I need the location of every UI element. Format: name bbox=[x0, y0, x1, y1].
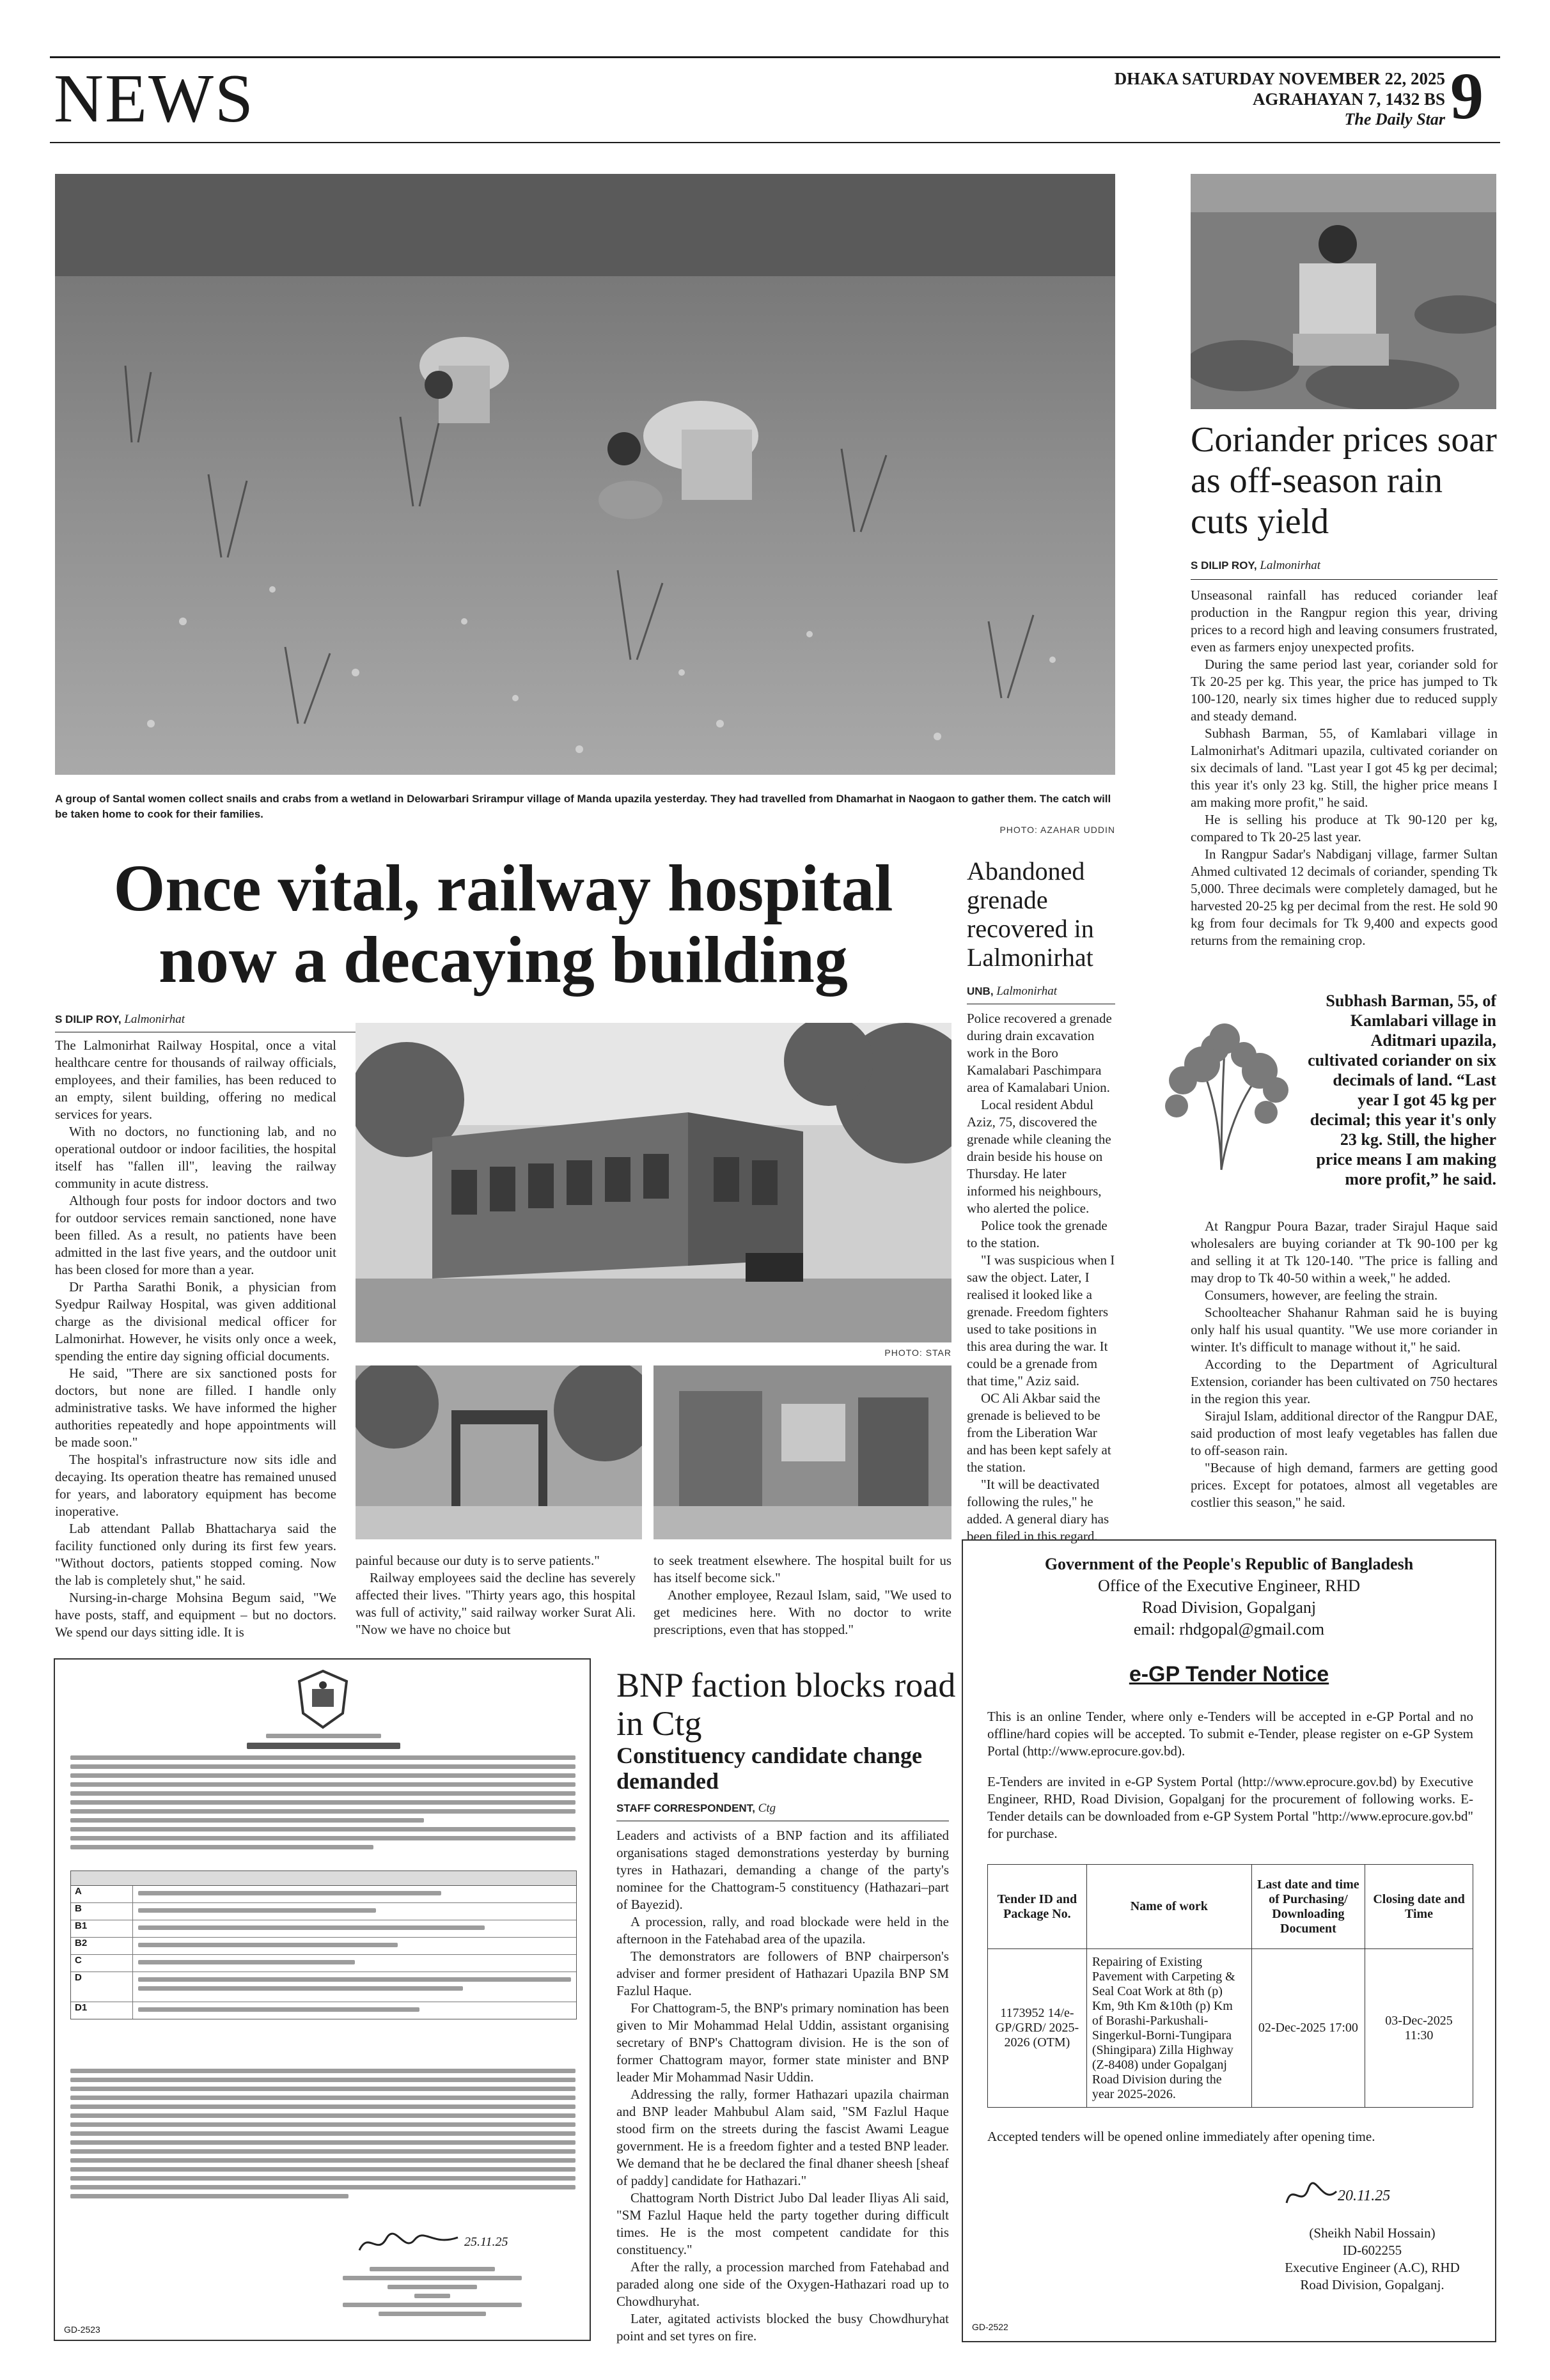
tender-header-last-date: Last date and time of Purchasing/ Downloading Document bbox=[1251, 1865, 1365, 1949]
bnp-paragraph: Chattogram North District Jubo Dal leader Iliyas Ali said, "SM Fazlul Haque held the party together during difficult times. He is the most competent candidate for this constituency." bbox=[616, 2190, 949, 2257]
tender-header-closing: Closing date and Time bbox=[1365, 1865, 1473, 1949]
tender-cell-last-date: 02-Dec-2025 17:00 bbox=[1251, 1949, 1365, 2108]
coriander-paragraph: Unseasonal rainfall has reduced coriander leaf production in the Rangpur region this year, driving prices to a record high and leaving consumers frustrated, even as farmers enjoy unexpected profits. bbox=[1191, 587, 1498, 655]
tender-header-work: Name of work bbox=[1086, 1865, 1251, 1949]
ad-table-unit: B1 bbox=[71, 1920, 133, 1937]
wetland-photo-illustration bbox=[55, 174, 1115, 775]
tender-signatory bbox=[1270, 2225, 1475, 2294]
coriander-paragraph: Sirajul Islam, additional director of the Rangpur DAE, said production of most leafy vegetables has fallen due to off-season rain. bbox=[1191, 1408, 1498, 1458]
bnp-paragraph: The demonstrators are followers of BNP chairperson's adviser and former president of Hathazari Upazila BNP SM Fazlul Haque. bbox=[616, 1948, 949, 1998]
bnp-byline-place: Ctg bbox=[758, 1801, 776, 1815]
railway-byline bbox=[55, 1013, 185, 1027]
ward-illustration bbox=[654, 1365, 951, 1539]
railway-ward-photo bbox=[654, 1365, 951, 1539]
coriander-leaf-icon bbox=[1138, 1010, 1304, 1176]
ad-footer-text-lines bbox=[70, 2069, 575, 2203]
university-logo-icon bbox=[295, 1668, 350, 1730]
paper-name: The Daily Star bbox=[1344, 110, 1445, 128]
railway-headline: Once vital, railway hospital now a decaying building bbox=[113, 852, 893, 997]
bnp-subhead: Constituency candidate change demanded bbox=[616, 1743, 923, 1794]
railway-paragraph: With no doctors, no functioning lab, and no operational outdoor or indoor facilities, the hospital itself has "fallen ill", leaving the railway community in acute distress. bbox=[55, 1124, 336, 1191]
tender-cell-closing: 03-Dec-2025 11:30 bbox=[1365, 1949, 1473, 2108]
tender-cell-id: 1173952 14/e-GP/GRD/ 2025-2026 (OTM) bbox=[988, 1949, 1087, 2108]
ad-table-unit: D bbox=[71, 1972, 133, 2002]
tender-header-id: Tender ID and Package No. bbox=[988, 1865, 1087, 1949]
railway-byline-place: Lalmonirhat bbox=[124, 1013, 185, 1026]
railway-gate-photo bbox=[356, 1365, 642, 1539]
railway-paragraph: The hospital's infrastructure now sits idle and decaying. Its operation theatre has remained unused for years, and laboratory equipment has become inoperative. bbox=[55, 1452, 336, 1519]
section-title: NEWS bbox=[54, 61, 254, 137]
lead-photo-caption: A group of Santal women collect snails and crabs from a wetland in Delowarbari Srirampur village of Manda upazila yesterday. They had travelled from Dhamarhat in Naogaon to gather them. The catch will be taken home to cook for their families. bbox=[55, 793, 1111, 820]
top-rule bbox=[50, 56, 1500, 58]
bnp-paragraph: Leaders and activists of a BNP faction and its affiliated organisations staged demonstrations yesterday by burning tyres in Hathazari, demanding a change of the party's nominee for the Chattogram-5 constituency (Hathazari–part of Bayezid). bbox=[616, 1828, 949, 1912]
railway-paragraph: The Lalmonirhat Railway Hospital, once a vital healthcare centre for thousands of railway officials, employees, and their families, has been reduced to an empty, silent building, offering no medical services for years. bbox=[55, 1038, 336, 1122]
bnp-paragraph: Later, agitated activists blocked the busy Chowdhuryhat point and set tyres on fire. bbox=[616, 2311, 949, 2344]
coriander-byline-name: S DILIP ROY, bbox=[1191, 559, 1257, 572]
ad-table-unit: D1 bbox=[71, 2002, 133, 2019]
coriander-farmer-photo bbox=[1191, 174, 1496, 409]
lead-photo bbox=[55, 174, 1115, 775]
coriander-paragraph: Subhash Barman, 55, of Kamlabari village in Lalmonirhat's Aditmari upazila, cultivated coriander on six decimals of land. "Last year I got 45 kg per decimal; this year it's only 23 kg. Still, the higher price means I am making more profit," he said. bbox=[1191, 726, 1498, 810]
grenade-paragraph: "It will be deactivated following the rules," he added. A general diary has been filed in this regard. bbox=[967, 1477, 1109, 1544]
bangla-date: AGRAHAYAN 7, 1432 BS bbox=[1252, 89, 1445, 109]
tender-para-1: This is an online Tender, where only e-Tenders will be accepted in e-GP Portal and no offline/hard copies will be accepted. To submit e-Tender, please register on e-GP System Portal (http://www.eprocure.gov.bd). bbox=[987, 1709, 1473, 1759]
date-line: DHAKA SATURDAY NOVEMBER 22, 2025 bbox=[1114, 69, 1445, 88]
ad-table-unit: B2 bbox=[71, 1938, 133, 1954]
grenade-paragraph: Police recovered a grenade during drain excavation work in the Boro Kamalabari Paschimpara area of Kamalabari Union. bbox=[967, 1011, 1112, 1095]
tender-cell-work: Repairing of Existing Pavement with Carpeting & Seal Coat Work at 8th (p) Km, 9th Km &10th (p) Km of Borashi-Parkushali-Singerkul-Borni-Tungipara (Shingipara) Zilla Highway (Z-8408) under Gopalganj Road Division during the year 2025-2026. bbox=[1086, 1949, 1251, 2108]
coriander-rule bbox=[1191, 579, 1498, 580]
coriander-paragraph: Consumers, however, are feeling the strain. bbox=[1205, 1287, 1438, 1303]
coriander-paragraph: According to the Department of Agricultural Extension, coriander has been cultivated on 750 hectares in the region this year. bbox=[1191, 1357, 1498, 1406]
railway-col-2 bbox=[356, 1552, 636, 1638]
grenade-byline-name: UNB, bbox=[967, 985, 994, 997]
bnp-body bbox=[616, 1827, 949, 2345]
grenade-byline-place: Lalmonirhat bbox=[996, 984, 1057, 998]
bnp-paragraph: After the rally, a procession marched from Fatehabad and paraded along one side of the Oxygen-Hathazari road up to Chowdhuryhat. bbox=[616, 2259, 949, 2309]
tender-table bbox=[987, 1864, 1473, 2108]
railway-paragraph: Railway employees said the decline has severely affected their lives. "Thirty years ago, this hospital was full of activity," said railway worker Surat Ali. "Now we have no choice but bbox=[356, 1570, 636, 1637]
tender-org-line-1: Government of the People's Republic of Bangladesh bbox=[1044, 1555, 1414, 1573]
farmer-photo-illustration bbox=[1191, 174, 1496, 409]
bnp-paragraph: For Chattogram-5, the BNP's primary nomination has been given to Mir Mohammad Helal Uddin, assistant organising secretary of BNP's Chattogram division. He is the son of former Chattogram mayor, former state minister and BNP leader Mir Mohammad Nasir Uddin. bbox=[616, 2000, 949, 2085]
coriander-byline bbox=[1191, 559, 1320, 573]
tender-title-wrap bbox=[963, 1662, 1495, 1687]
bnp-byline bbox=[616, 1801, 776, 1816]
railway-paragraph: Although four posts for indoor doctors and two for outdoor services remain sanctioned, none have been filled. As a result, no patients have been admitted in the last five years, and the outdoor unit has been closed for more than a year. bbox=[55, 1193, 336, 1277]
page-number: 9 bbox=[1450, 59, 1483, 133]
tender-notice bbox=[962, 1539, 1496, 2342]
tender-signer-id: ID-602255 bbox=[1342, 2243, 1402, 2258]
tender-code: GD-2522 bbox=[972, 2322, 1008, 2332]
railway-photo-credit: PHOTO: STAR bbox=[884, 1348, 951, 1358]
ad-table-unit: B bbox=[71, 1903, 133, 1920]
bnp-paragraph: Addressing the rally, former Hathazari upazila chairman and BNP leader Mahbubul Alam said, "SM Fazlul Haque stood firm on the streets during the fascist Awami League government. He is a freedom fighter and a tested BNP leader. We demand that he be declared the final dhaner sheesh [sheaf of paddy] candidate for Hathazari." bbox=[616, 2087, 949, 2188]
lead-photo-credit: PHOTO: AZAHAR UDDIN bbox=[999, 825, 1115, 835]
tender-org-line-2: Office of the Executive Engineer, RHD bbox=[1098, 1576, 1360, 1595]
ad-signature-date: 25.11.25 bbox=[464, 2235, 508, 2249]
grenade-body bbox=[967, 1010, 1115, 1545]
tender-title: e-GP Tender Notice bbox=[1129, 1662, 1329, 1686]
grenade-byline bbox=[967, 984, 1057, 999]
tender-footer: Accepted tenders will be opened online immediately after opening time. bbox=[987, 2129, 1375, 2144]
coriander-pull-quote: Subhash Barman, 55, of Kamlabari village in Aditmari upazila, cultivated coriander on six decimals of land. “Last year I got 45 kg per decimal; this year it's only 23 kg. Still, the higher price means I am making more profit,” he said. bbox=[1308, 992, 1496, 1188]
railway-paragraph: Another employee, Rezaul Islam, said, "We used to get medicines here. With no doctor to write prescriptions, even that has stopped." bbox=[654, 1587, 951, 1637]
coriander-paragraph: "Because of high demand, farmers are getting good prices. Except for potatoes, almost all vegetables are costlier this season," he said. bbox=[1191, 1460, 1498, 1510]
ad-header-lines bbox=[247, 1734, 400, 1754]
coriander-paragraph: At Rangpur Poura Bazar, trader Sirajul Haque said wholesalers are buying coriander at Tk 90-100 per kg and selling it at Tk 120-140. "The price is falling and may drop to Tk 40-50 within a week," he added. bbox=[1191, 1218, 1498, 1286]
grenade-paragraph: Local resident Abdul Aziz, 75, discovered the grenade while cleaning the drain beside his house on Thursday. He later informed his neighbours, who alerted the police. bbox=[967, 1097, 1111, 1216]
coriander-paragraph: Schoolteacher Shahanur Rahman said he is buying only half his usual quantity. "We use more coriander in winter. It's difficult to manage without it," he said. bbox=[1191, 1305, 1498, 1355]
masthead-rule bbox=[50, 142, 1500, 143]
university-admission-ad bbox=[54, 1658, 591, 2341]
coriander-headline: Coriander prices soar as off-season rain cuts yield bbox=[1191, 420, 1497, 541]
tender-para-2: E-Tenders are invited in e-GP System Portal (http://www.eprocure.gov.bd) by Executive Engineer, RHD, Road Division, Gopalganj for the procurement of following works. E-Tender details can be downloaded from e-GP System Portal "http://www.eprocure.gov.bd" for purchase. bbox=[987, 1774, 1473, 1841]
tender-signer-title: Executive Engineer (A.C), RHD bbox=[1285, 2260, 1460, 2275]
grenade-paragraph: Police took the grenade to the station. bbox=[967, 1218, 1108, 1250]
railway-paragraph: He said, "There are six sanctioned posts for doctors, but none are filled. I handle only administrative tasks. We have informed the higher authorities repeatedly and hope appointments will be made soon." bbox=[55, 1365, 336, 1450]
coriander-paragraph: In Rangpur Sadar's Nabdiganj village, farmer Sultan Ahmed cultivated 12 decimals of coriander, spending Tk 5,000. Three decimals were completely damaged, but he harvested 20-25 kg per decimal from the rest. He sold 90 kg from four decimals for Tk 9,400 and expects good returns from the remaining crop. bbox=[1191, 846, 1498, 948]
tender-signature-icon bbox=[1283, 2180, 1340, 2212]
ad-signature-icon bbox=[356, 2227, 464, 2259]
hospital-building-illustration bbox=[356, 1023, 951, 1342]
grenade-paragraph: OC Ali Akbar said the grenade is believed to be from the Liberation War and has been kept safely at the station. bbox=[967, 1390, 1111, 1475]
ad-body-text-lines bbox=[70, 1755, 575, 1854]
railway-paragraph: Nursing-in-charge Mohsina Begum said, "We have posts, staff, and equipment – but no doctors. We spend our days sitting idle. It is bbox=[55, 1590, 336, 1640]
railway-hospital-photo bbox=[356, 1023, 951, 1342]
railway-paragraph: painful because our duty is to serve patients." bbox=[356, 1553, 600, 1568]
railway-col-3 bbox=[654, 1552, 951, 1638]
coriander-byline-place: Lalmonirhat bbox=[1260, 559, 1321, 572]
ad-signatory-lines bbox=[343, 2267, 522, 2321]
railway-paragraph: Dr Partha Sarathi Bonik, a physician from Syedpur Railway Hospital, was given additional charge as the divisional medical officer for Lalmonirhat. However, he visits only once a week, spending the entire day signing official documents. bbox=[55, 1279, 336, 1364]
bnp-paragraph: A procession, rally, and road blockade were held in the afternoon in the Fatehabad area of the upazila. bbox=[616, 1914, 949, 1947]
bnp-headline: BNP faction blocks road in Ctg bbox=[616, 1666, 956, 1743]
railway-paragraph: Lab attendant Pallab Bhattacharya said the facility functioned only during its first few years. "Without doctors, patients stopped coming. Now the lab is completely shut," he said. bbox=[55, 1521, 336, 1588]
gate-illustration bbox=[356, 1365, 642, 1539]
coriander-paragraph: He is selling his produce at Tk 90-120 per kg, compared to Tk 20-25 last year. bbox=[1191, 812, 1498, 844]
bnp-byline-name: STAFF CORRESPONDENT, bbox=[616, 1802, 755, 1814]
tender-org-line-3: Road Division, Gopalganj bbox=[1141, 1598, 1317, 1617]
coriander-body bbox=[1191, 587, 1498, 949]
ad-code: GD-2523 bbox=[64, 2324, 100, 2335]
railway-byline-name: S DILIP ROY, bbox=[55, 1013, 121, 1025]
railway-col-1 bbox=[55, 1037, 336, 1641]
ad-table-unit: C bbox=[71, 1955, 133, 1972]
ad-table-unit: A bbox=[71, 1886, 133, 1902]
coriander-paragraph: During the same period last year, coriander sold for Tk 20-25 per kg. This year, the price has jumped to Tk 100-120, nearly six times higher due to reduced supply and steady demand. bbox=[1191, 657, 1498, 724]
tender-signer-name: (Sheikh Nabil Hossain) bbox=[1309, 2225, 1436, 2241]
railway-paragraph: to seek treatment elsewhere. The hospital built for us has itself become sick." bbox=[654, 1553, 951, 1585]
grenade-paragraph: "I was suspicious when I saw the object. Later, I realised it looked like a grenade. Freedom fighters used to take positions in this area during the war. It could be a grenade from that time," Aziz said. bbox=[967, 1252, 1115, 1388]
tender-org-line-4[interactable]: email: rhdgopal@gmail.com bbox=[1133, 1620, 1325, 1638]
tender-signer-office: Road Division, Gopalganj. bbox=[1300, 2277, 1444, 2292]
coriander-body-continued bbox=[1191, 1218, 1498, 1511]
tender-sign-date: 20.11.25 bbox=[1338, 2188, 1391, 2204]
grenade-headline: Abandoned grenade recovered in Lalmonirhat bbox=[967, 857, 1094, 972]
coriander-leaf-image bbox=[1138, 1010, 1304, 1176]
ad-unit-table bbox=[70, 1871, 577, 2019]
